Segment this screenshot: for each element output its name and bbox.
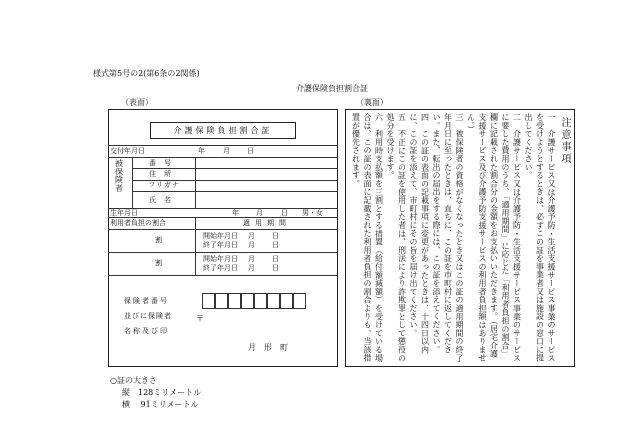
end-1-month: 月 <box>248 241 255 249</box>
birth-year: 年 <box>232 209 239 217</box>
issue-day: 日 <box>247 147 254 155</box>
note-item-2: 二 介護サービス又は介護予防・生活支援サービス事業のサービスに要した費用のうち、「適用期間」に応じた「利用者負担の割合」欄に記載された割合分の金額をお支払いいただきます。（居宅介護支援サービス及び介護予防支援サービスの利用者負担額はありません。） <box>466 113 522 363</box>
end-date-2-label: 終了年月日 <box>203 264 238 272</box>
end-2-day: 日 <box>272 264 279 272</box>
address-label: 住所 <box>149 170 179 178</box>
card-title-box <box>150 122 296 139</box>
note-item-5: 五 不正にこの証を使用した者は、刑法により詐欺罪として懲役の処分を受けます。 <box>386 113 407 363</box>
postal-mark: 〒 <box>196 314 204 323</box>
front-side-label: （表面） <box>121 98 153 107</box>
town-name: 月 形 町 <box>248 343 288 352</box>
document-title: 介護保険負担割合証 <box>296 84 368 93</box>
card-title: 介護保険負担割合証 <box>173 126 273 135</box>
insured-group-label: 被保険者 <box>114 159 124 193</box>
issue-year: 年 <box>198 147 205 155</box>
end-date-1-label: 終了年月日 <box>203 241 238 249</box>
notes-heading: 注意事項 <box>559 117 570 165</box>
sex-field: 男・女 <box>302 209 323 217</box>
start-1-month: 月 <box>248 232 255 240</box>
insurer-line-3: 名称及び印 <box>124 327 169 335</box>
note-item-3: 三 被保険者の資格がなくなったとき又はこの証の適用期間の終了年月日に至ったときは、直ちに、この証を市町村に返してください。また、転出の届出をする際には、この証を添えてください。 <box>432 113 464 363</box>
back-side-label: （裏面） <box>356 98 388 107</box>
start-2-day: 日 <box>272 255 279 263</box>
issue-date-label: 交付年月日 <box>110 147 145 155</box>
insurer-line-2: 並びに保険者 <box>124 312 172 320</box>
start-1-day: 日 <box>272 232 279 240</box>
furigana-label: フリガナ <box>148 181 180 189</box>
issue-month: 月 <box>223 147 230 155</box>
ratio-1-suffix: 割 <box>155 236 162 244</box>
birth-month: 月 <box>256 209 263 217</box>
size-note-width: 横 91ミリメートル <box>122 400 199 409</box>
start-date-2-label: 開始年月日 <box>203 255 238 263</box>
birthdate-label: 生年月日 <box>110 209 138 217</box>
period-label: 適用期間 <box>243 219 291 227</box>
form-id: 様式第5号の2(第6条の2関係) <box>93 69 200 78</box>
end-2-month: 月 <box>248 264 255 272</box>
birth-day: 日 <box>281 209 288 217</box>
note-item-4: 四 この証の表面の記載事項に変更があったときは、十四日以内に、この証を添えて、市町村にその旨を届け出てください。 <box>409 113 430 354</box>
end-1-day: 日 <box>272 241 279 249</box>
insurer-line-1: 保険者番号 <box>124 297 169 305</box>
number-label: 番号 <box>149 159 179 167</box>
insurer-number-boxes <box>202 293 306 309</box>
ratio-label: 利用者負担の割合 <box>110 219 166 227</box>
note-item-1: 一 介護サービス又は介護予防・生活支援サービス事業のサービスを受けようとするときは、必ずこの証を事業者又は施設の窓口に提出してください。 <box>524 113 556 363</box>
size-note-height: 縦 128ミリメートル <box>122 388 202 397</box>
start-2-month: 月 <box>248 255 255 263</box>
note-item-6: 六 利用時支払額を三割とする措置（給付額減額）を受けている場合は、この証の表面に記載された利用者負担の割合よりも、当該措置が優先されます。 <box>351 113 384 363</box>
start-date-1-label: 開始年月日 <box>203 232 238 240</box>
name-label: 氏名 <box>149 196 179 204</box>
ratio-2-suffix: 割 <box>155 259 162 267</box>
size-note-title: ○証の大きさ <box>110 376 157 385</box>
back-notes <box>350 113 571 363</box>
